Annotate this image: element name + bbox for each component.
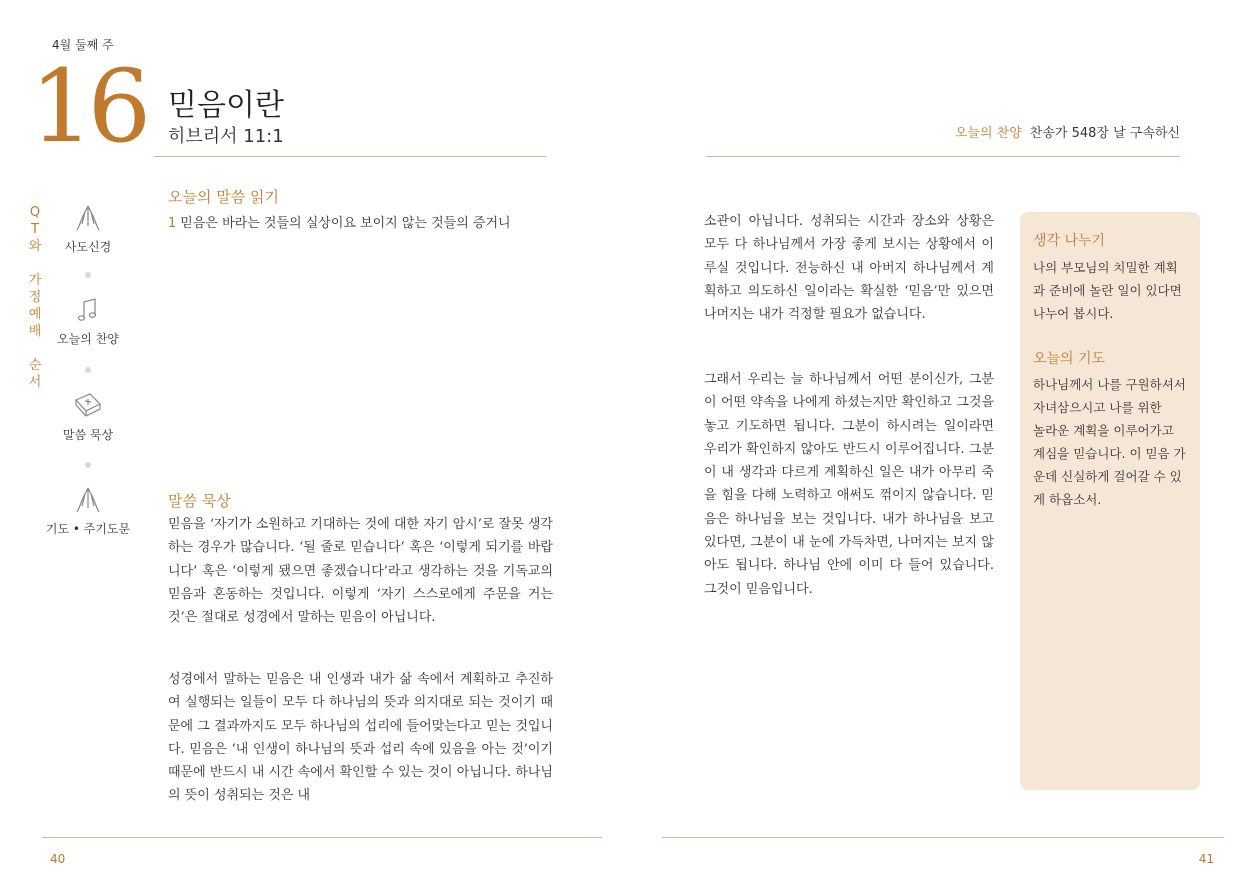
reading-heading: 오늘의 말씀 읽기 bbox=[168, 188, 279, 206]
hymn-label: 오늘의 찬양 bbox=[954, 126, 1022, 141]
header-rule-left bbox=[154, 156, 546, 157]
page-title: 믿음이란 bbox=[168, 88, 284, 123]
vertical-char: 배 bbox=[28, 324, 42, 339]
week-label: 4월 둘째 주 bbox=[52, 38, 114, 52]
prayer-heading: 오늘의 기도 bbox=[1033, 351, 1106, 367]
vertical-char: 가 bbox=[28, 273, 42, 288]
sidebar-item-label: 기도 • 주기도문 bbox=[45, 522, 131, 536]
footer-rule-right bbox=[662, 837, 1224, 838]
page-number-right: 41 bbox=[1198, 852, 1214, 866]
sharing-line: 과 준비에 놀란 일이 있다면 bbox=[1033, 283, 1182, 298]
sidebar-dot bbox=[85, 462, 91, 468]
prayer-line: 운데 신실하게 걸어갈 수 있 bbox=[1033, 469, 1182, 484]
hymn-of-the-day bbox=[955, 122, 1180, 141]
vertical-char: Q bbox=[29, 205, 41, 220]
sidebar-item-meditation bbox=[38, 390, 138, 443]
footer-rule-left bbox=[42, 837, 602, 838]
sidebar-item-hymn bbox=[38, 296, 138, 347]
bible-icon bbox=[72, 390, 104, 420]
verse-number: 1 bbox=[168, 216, 177, 231]
sharing-line: 나의 부모님의 치밀한 계획 bbox=[1033, 260, 1178, 275]
sidebar-dot bbox=[85, 272, 91, 278]
header-rule-right bbox=[706, 156, 1180, 157]
vertical-char: 정 bbox=[28, 290, 42, 305]
meditation-paragraph-3: 소관이 아닙니다. 성취되는 시간과 장소와 상황은 모두 다 하나님께서 가장 좋게 보시는 상황에서 이루실 것입니다. 전능하신 내 아버지 하나님께서 계획하고 의도하신 일이라는 확실한 ‘믿음’만 있으면 나머지는 내가 걱정할 필요가 없습니다. bbox=[704, 214, 994, 323]
prayer-line: 계심을 믿습니다. 이 믿음 가 bbox=[1033, 446, 1186, 461]
prayer-line: 게 하옵소서. bbox=[1033, 492, 1102, 507]
music-note-icon bbox=[73, 296, 103, 324]
verse bbox=[168, 212, 558, 231]
vertical-char: 와 bbox=[28, 239, 42, 254]
scripture-reference: 히브리서 11:1 bbox=[168, 126, 284, 147]
hymn-text: 찬송가 548장 날 구속하신 bbox=[1029, 126, 1180, 141]
page-number-left: 40 bbox=[50, 852, 66, 866]
prayer-text bbox=[1033, 373, 1198, 511]
meditation-paragraph-1: 믿음을 ‘자기가 소원하고 기대하는 것에 대한 자기 암시’로 잘못 생각하는 경우가 많습니다. ‘될 줄로 믿습니다’ 혹은 ‘이렇게 되기를 바랍니다’ 혹은 ‘이렇게 됐으면 좋겠습니다’라고 생각하는 것을 기독교의 믿음과 혼동하는 것입니다. 이렇게 ‘자기 스스로에게 주문을 거는 것’은 절대로 성경에서 말하는 믿음이 아닙니다. bbox=[168, 517, 553, 626]
meditation-paragraph-2: 성경에서 말하는 믿음은 내 인생과 내가 삶 속에서 계획하고 추진하여 실행되는 일들이 모두 다 하나님의 뜻과 의지대로 되는 것이기 때문에 그 결과까지도 모두 하나님의 섭리에 들어맞는다고 믿는 것입니다. 믿음은 ‘내 인생이 하나님의 뜻과 섭리 속에 있음을 아는 것’이기 때문에 반드시 내 시간 속에서 확인할 수 있는 것이 아닙니다. 하나님의 뜻이 성취되는 것은 내 bbox=[168, 672, 553, 804]
sidebar-item-label: 말씀 묵상 bbox=[62, 428, 114, 442]
prayer-line: 자녀삼으시고 나를 위한 bbox=[1033, 400, 1162, 415]
sharing-heading: 생각 나누기 bbox=[1033, 233, 1106, 249]
meditation-paragraph-4: 그래서 우리는 늘 하나님께서 어떤 분이신가, 그분이 어떤 약속을 나에게 하셨는지만 확인하고 그것을 놓고 기도하면 됩니다. 그분이 하시려는 일이라면 우리가 확인하지 않아도 반드시 이루어집니다. 그분이 내 생각과 다르게 계획하신 일은 내가 아무리 죽을 힘을 다해 노력하고 애써도 꺾이지 않습니다. 믿음은 하나님을 보는 것입니다. 내가 하나님을 보고 있다면, 그분이 내 눈에 가득차면, 나머지는 보지 않아도 됩니다. 하나님 안에 이미 다 들어 있습니다. 그것이 믿음입니다. bbox=[704, 372, 994, 597]
prayer-line: 놀라운 계획을 이루어가고 bbox=[1033, 423, 1174, 438]
verse-text: 믿음은 바라는 것들의 실상이요 보이지 않는 것들의 증거니 bbox=[180, 216, 511, 231]
sharing-line: 나누어 봅시다. bbox=[1033, 306, 1114, 321]
vertical-char: 예 bbox=[28, 307, 42, 322]
vertical-char: 순 bbox=[28, 358, 42, 373]
day-number: 16 bbox=[30, 48, 146, 165]
praying-hands-icon bbox=[73, 204, 103, 232]
sidebar-dot bbox=[85, 367, 91, 373]
vertical-char: 서 bbox=[28, 375, 42, 390]
prayer-line: 하나님께서 나를 구원하셔서 bbox=[1033, 377, 1186, 392]
sharing-text bbox=[1033, 256, 1198, 325]
sidebar-item-prayer bbox=[38, 486, 138, 537]
praying-hands-icon bbox=[73, 486, 103, 514]
sidebar-item-creed bbox=[38, 204, 138, 255]
vertical-char: T bbox=[31, 222, 39, 237]
sidebar-item-label: 오늘의 찬양 bbox=[57, 332, 119, 346]
sidebar-item-label: 사도신경 bbox=[64, 240, 112, 254]
meditation-heading: 말씀 묵상 bbox=[168, 492, 231, 510]
